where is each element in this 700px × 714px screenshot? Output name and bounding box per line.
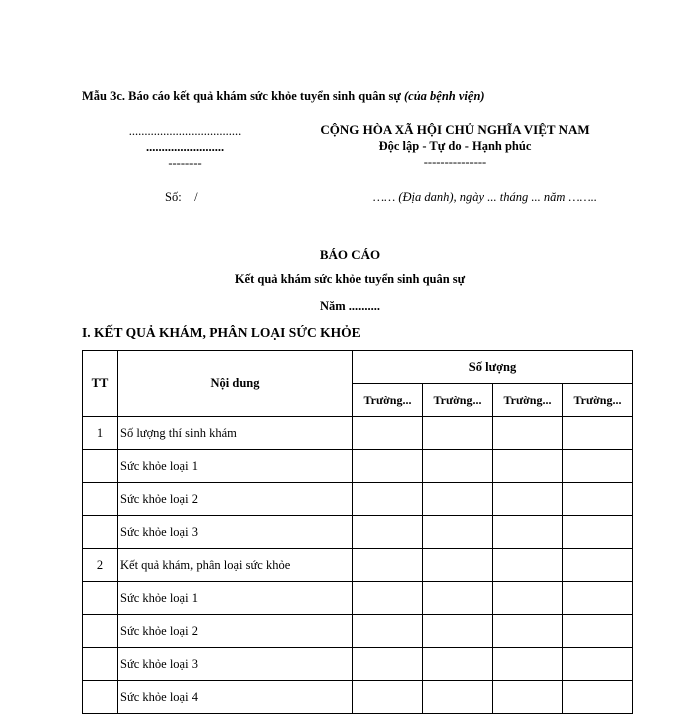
report-year: Năm .......... bbox=[319, 299, 381, 313]
row-content-cell: Số lượng thí sinh khám bbox=[118, 417, 353, 450]
table-row bbox=[83, 450, 633, 483]
row-quantity-cell[interactable] bbox=[423, 648, 493, 681]
row-quantity-cell[interactable] bbox=[353, 417, 423, 450]
col-school-3: Trường... bbox=[493, 384, 563, 417]
row-content-cell: Sức khỏe loại 4 bbox=[118, 681, 353, 714]
row-quantity-cell[interactable] bbox=[493, 549, 563, 582]
table-row bbox=[83, 648, 633, 681]
row-content-cell: Sức khỏe loại 1 bbox=[118, 582, 353, 615]
table-body bbox=[83, 417, 633, 714]
agency-line-2: ......................... bbox=[145, 140, 225, 154]
section-title: I. KẾT QUẢ KHÁM, PHÂN LOẠI SỨC KHỎE bbox=[82, 325, 361, 340]
table-row bbox=[83, 417, 633, 450]
country-name: CỘNG HÒA XÃ HỘI CHỦ NGHĨA VIỆT NAM bbox=[320, 122, 590, 137]
row-quantity-cell[interactable] bbox=[353, 582, 423, 615]
row-content-cell: Sức khỏe loại 2 bbox=[118, 483, 353, 516]
report-subtitle: Kết quả khám sức khỏe tuyển sinh quân sự bbox=[234, 272, 466, 286]
national-motto: Độc lập - Tự do - Hạnh phúc bbox=[378, 139, 532, 153]
row-quantity-cell[interactable] bbox=[493, 483, 563, 516]
row-quantity-cell[interactable] bbox=[493, 648, 563, 681]
table-header-row bbox=[83, 351, 633, 384]
table-row bbox=[83, 582, 633, 615]
row-quantity-cell[interactable] bbox=[563, 549, 633, 582]
col-school-4: Trường... bbox=[563, 384, 633, 417]
place-date: …… (Địa danh), ngày ... tháng ... năm …….. bbox=[373, 190, 597, 204]
row-quantity-cell[interactable] bbox=[353, 648, 423, 681]
row-quantity-cell[interactable] bbox=[353, 615, 423, 648]
row-quantity-cell[interactable] bbox=[353, 516, 423, 549]
agency-line-1: .................................... bbox=[128, 124, 242, 138]
document-number: Số: / bbox=[165, 190, 198, 204]
row-quantity-cell[interactable] bbox=[353, 681, 423, 714]
row-quantity-cell[interactable] bbox=[493, 582, 563, 615]
row-quantity-cell[interactable] bbox=[353, 483, 423, 516]
row-content-cell: Sức khỏe loại 2 bbox=[118, 615, 353, 648]
row-quantity-cell[interactable] bbox=[563, 516, 633, 549]
row-quantity-cell[interactable] bbox=[423, 516, 493, 549]
row-quantity-cell[interactable] bbox=[423, 549, 493, 582]
motto-rule: --------------- bbox=[423, 155, 487, 169]
report-title: BÁO CÁO bbox=[319, 247, 381, 262]
table-row bbox=[83, 549, 633, 582]
row-quantity-cell[interactable] bbox=[493, 516, 563, 549]
col-tt-header: TT bbox=[83, 351, 118, 417]
row-tt-cell bbox=[83, 450, 118, 483]
row-quantity-cell[interactable] bbox=[423, 417, 493, 450]
row-quantity-cell[interactable] bbox=[493, 417, 563, 450]
row-content-cell: Sức khỏe loại 3 bbox=[118, 648, 353, 681]
row-quantity-cell[interactable] bbox=[423, 483, 493, 516]
row-quantity-cell[interactable] bbox=[493, 681, 563, 714]
row-quantity-cell[interactable] bbox=[423, 450, 493, 483]
row-quantity-cell[interactable] bbox=[493, 450, 563, 483]
row-content-cell: Kết quả khám, phân loại sức khỏe bbox=[118, 549, 353, 582]
table-row bbox=[83, 615, 633, 648]
table-row bbox=[83, 681, 633, 714]
row-quantity-cell[interactable] bbox=[493, 615, 563, 648]
table-row bbox=[83, 516, 633, 549]
row-quantity-cell[interactable] bbox=[563, 417, 633, 450]
row-quantity-cell[interactable] bbox=[563, 450, 633, 483]
table-row bbox=[83, 483, 633, 516]
row-quantity-cell[interactable] bbox=[563, 582, 633, 615]
form-title-prefix: Mẫu 3c. Báo cáo kết quả khám sức khỏe tuyển sinh quân sự bbox=[82, 89, 405, 103]
row-content-cell: Sức khỏe loại 3 bbox=[118, 516, 353, 549]
form-title-suffix: (của bệnh viện) bbox=[404, 89, 485, 103]
row-quantity-cell[interactable] bbox=[423, 681, 493, 714]
row-tt-cell bbox=[83, 582, 118, 615]
row-quantity-cell[interactable] bbox=[563, 483, 633, 516]
row-quantity-cell[interactable] bbox=[353, 549, 423, 582]
row-content-cell: Sức khỏe loại 1 bbox=[118, 450, 353, 483]
row-tt-cell: 1 bbox=[83, 417, 118, 450]
form-title bbox=[82, 89, 485, 104]
row-quantity-cell[interactable] bbox=[353, 450, 423, 483]
row-quantity-cell[interactable] bbox=[563, 615, 633, 648]
row-tt-cell bbox=[83, 648, 118, 681]
row-tt-cell bbox=[83, 516, 118, 549]
row-tt-cell bbox=[83, 483, 118, 516]
col-quantity-header: Số lượng bbox=[353, 351, 633, 384]
row-tt-cell bbox=[83, 615, 118, 648]
agency-rule: -------- bbox=[168, 156, 202, 170]
col-content-header: Nội dung bbox=[118, 351, 353, 417]
col-school-1: Trường... bbox=[353, 384, 423, 417]
row-quantity-cell[interactable] bbox=[423, 615, 493, 648]
col-school-2: Trường... bbox=[423, 384, 493, 417]
row-quantity-cell[interactable] bbox=[563, 681, 633, 714]
row-quantity-cell[interactable] bbox=[563, 648, 633, 681]
result-table bbox=[82, 350, 633, 714]
row-tt-cell: 2 bbox=[83, 549, 118, 582]
row-quantity-cell[interactable] bbox=[423, 582, 493, 615]
row-tt-cell bbox=[83, 681, 118, 714]
